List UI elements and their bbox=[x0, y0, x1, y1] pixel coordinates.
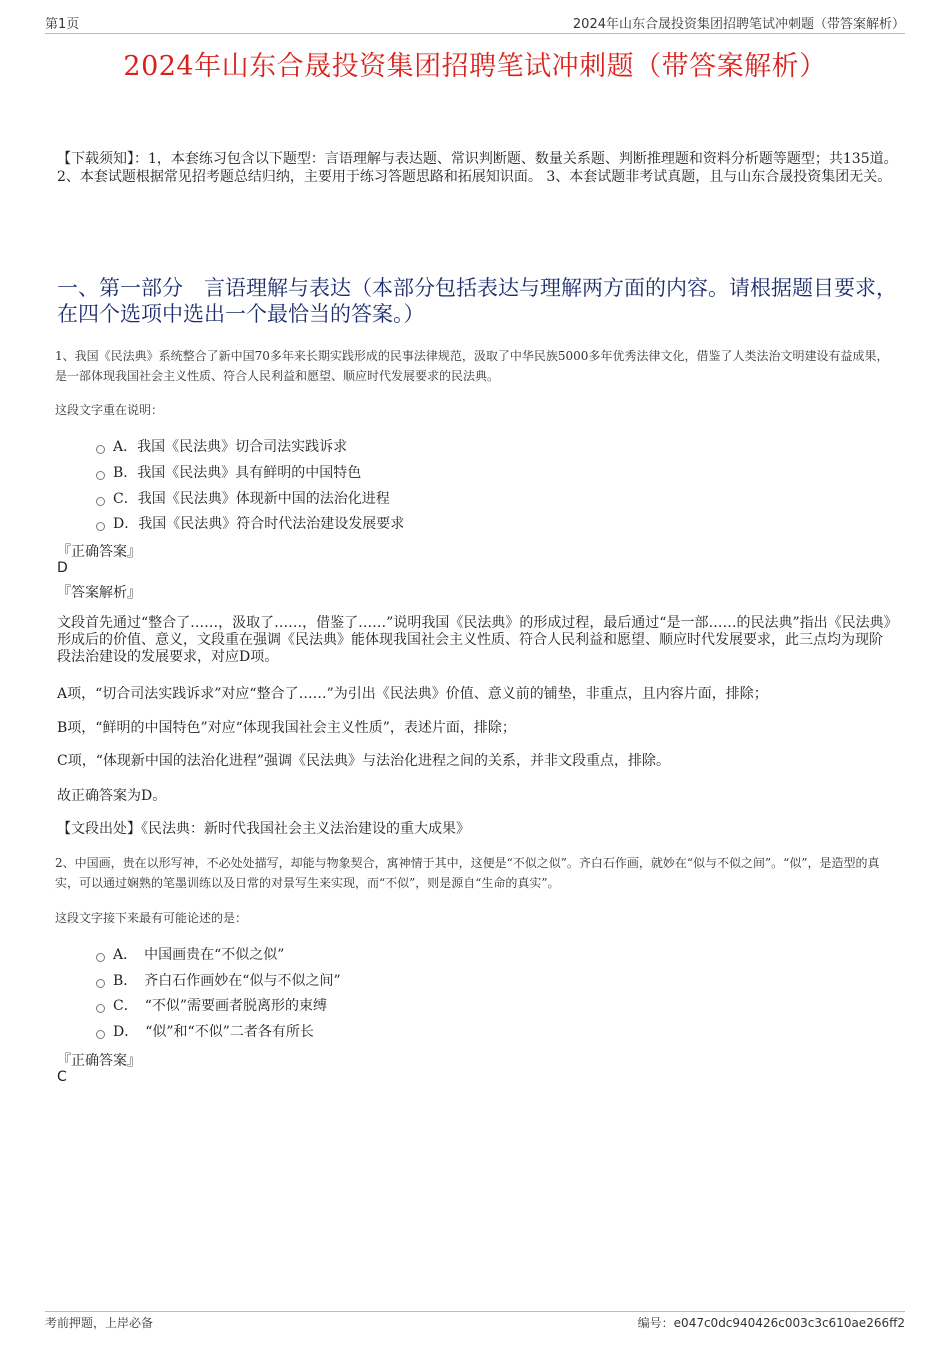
footer-divider bbox=[45, 1311, 905, 1312]
footer-code bbox=[638, 1314, 905, 1331]
question-2-option-d[interactable] bbox=[96, 1021, 314, 1041]
question-1-text: 1、我国《民法典》系统整合了新中国70多年来长期实践形成的民事法律规范，汲取了中华民族5000多年优秀法律文化，借鉴了人类法治文明建设有益成果，是一部体现我国社会主义性质、符合人民利益和愿望、顺应时代发展要求的民法典。 bbox=[55, 349, 889, 383]
question-1-analysis-para: B项，“鲜明的中国特色”对应“体现我国社会主义性质”，表述片面，排除； bbox=[57, 720, 516, 736]
question-1-option-a[interactable] bbox=[96, 436, 347, 456]
question-1-option-b[interactable] bbox=[96, 462, 361, 482]
option-label: B． 齐白石作画妙在“似与不似之间” bbox=[113, 973, 341, 989]
page-title: 2024年山东合晟投资集团招聘笔试冲刺题（带答案解析） bbox=[123, 51, 827, 82]
question-2-option-b[interactable] bbox=[96, 970, 341, 990]
radio-icon[interactable] bbox=[96, 497, 105, 506]
radio-icon[interactable] bbox=[96, 1030, 105, 1039]
radio-icon[interactable] bbox=[96, 522, 105, 531]
option-label: B．我国《民法典》具有鲜明的中国特色 bbox=[113, 465, 362, 481]
radio-icon[interactable] bbox=[96, 1004, 105, 1013]
question-1-answer-label: 『正确答案』 bbox=[57, 544, 141, 560]
option-label: A．我国《民法典》切合司法实践诉求 bbox=[113, 439, 348, 455]
radio-icon[interactable] bbox=[96, 471, 105, 480]
option-label: C．我国《民法典》体现新中国的法治化进程 bbox=[113, 491, 390, 507]
option-label: D．我国《民法典》符合时代法治建设发展要求 bbox=[113, 516, 405, 532]
question-2-option-c[interactable] bbox=[96, 995, 327, 1015]
question-2-text: 2、中国画，贵在以形写神，不必处处描写，却能与物象契合，寓神情于其中，这便是“不似之似”。齐白石作画，就妙在“似与不似之间”。“似”，是造型的真实，可以通过娴熟的笔墨训练以及日常的对景写生来实现，而“不似”，则是源自“生命的真实”。 bbox=[55, 856, 880, 890]
header-divider bbox=[45, 33, 905, 34]
question-1-source: 【文段出处】《民法典：新时代我国社会主义法治建设的重大成果》 bbox=[57, 821, 470, 837]
option-label: C． “不似”需要画者脱离形的束缚 bbox=[113, 998, 328, 1014]
question-1-answer: D bbox=[57, 560, 68, 576]
question-1-option-c[interactable] bbox=[96, 488, 390, 508]
radio-icon[interactable] bbox=[96, 445, 105, 454]
footer-slogan: 考前押题，上岸必备 bbox=[45, 1316, 154, 1330]
question-2-answer: C bbox=[57, 1069, 67, 1085]
footer-code-value: e047c0dc940426c003c3c610ae266ff2 bbox=[673, 1316, 905, 1330]
radio-icon[interactable] bbox=[96, 953, 105, 962]
radio-icon[interactable] bbox=[96, 979, 105, 988]
question-1-option-d[interactable] bbox=[96, 513, 404, 533]
question-2-prompt: 这段文字接下来最有可能论述的是： bbox=[55, 911, 248, 925]
header-doc-title: 2024年山东合晟投资集团招聘笔试冲刺题（带答案解析） bbox=[572, 17, 905, 32]
question-1-prompt: 这段文字重在说明： bbox=[55, 403, 164, 417]
option-label: D． “似”和“不似”二者各有所长 bbox=[113, 1024, 314, 1040]
question-1-analysis-para: 文段首先通过“整合了……，汲取了……，借鉴了……”说明我国《民法典》的形成过程，最后通过“是一部……的民法典”指出《民法典》形成后的价值、意义，文段重在强调《民法典》能体现我国社会主义性质、符合人民利益和愿望、顺应时代发展要求，此三点均为现阶段法治建设的发展要求，对应D项。 bbox=[57, 615, 891, 665]
section-title: 一、第一部分 言语理解与表达（本部分包括表达与理解两方面的内容。请根据题目要求，在四个选项中选出一个最恰当的答案。） bbox=[57, 276, 897, 326]
option-label: A． 中国画贵在“不似之似” bbox=[113, 947, 285, 963]
question-2-option-a[interactable] bbox=[96, 944, 284, 964]
question-1-analysis-label: 『答案解析』 bbox=[57, 585, 141, 601]
question-1-analysis-para: A项，“切合司法实践诉求”对应“整合了……”为引出《民法典》价值、意义前的铺垫，非重点，且内容片面，排除； bbox=[57, 686, 768, 702]
question-1-analysis-para: C项，“体现新中国的法治化进程”强调《民法典》与法治化进程之间的关系，并非文段重点，排除。 bbox=[57, 753, 671, 769]
download-notice: 【下载须知】：1，本套练习包含以下题型：言语理解与表达题、常识判断题、数量关系题、判断推理题和资料分析题等题型；共135道。 2、本套试题根据常见招考题总结归纳，主要用于练习答题思路和拓展知识面。 3、本套试题非考试真题，且与山东合晟投资集团无关。 bbox=[57, 151, 898, 185]
page-number: 第1页 bbox=[45, 17, 80, 32]
question-2-answer-label: 『正确答案』 bbox=[57, 1053, 141, 1069]
question-1-analysis-para: 故正确答案为D。 bbox=[57, 788, 167, 804]
footer-code-label: 编号： bbox=[637, 1316, 674, 1330]
